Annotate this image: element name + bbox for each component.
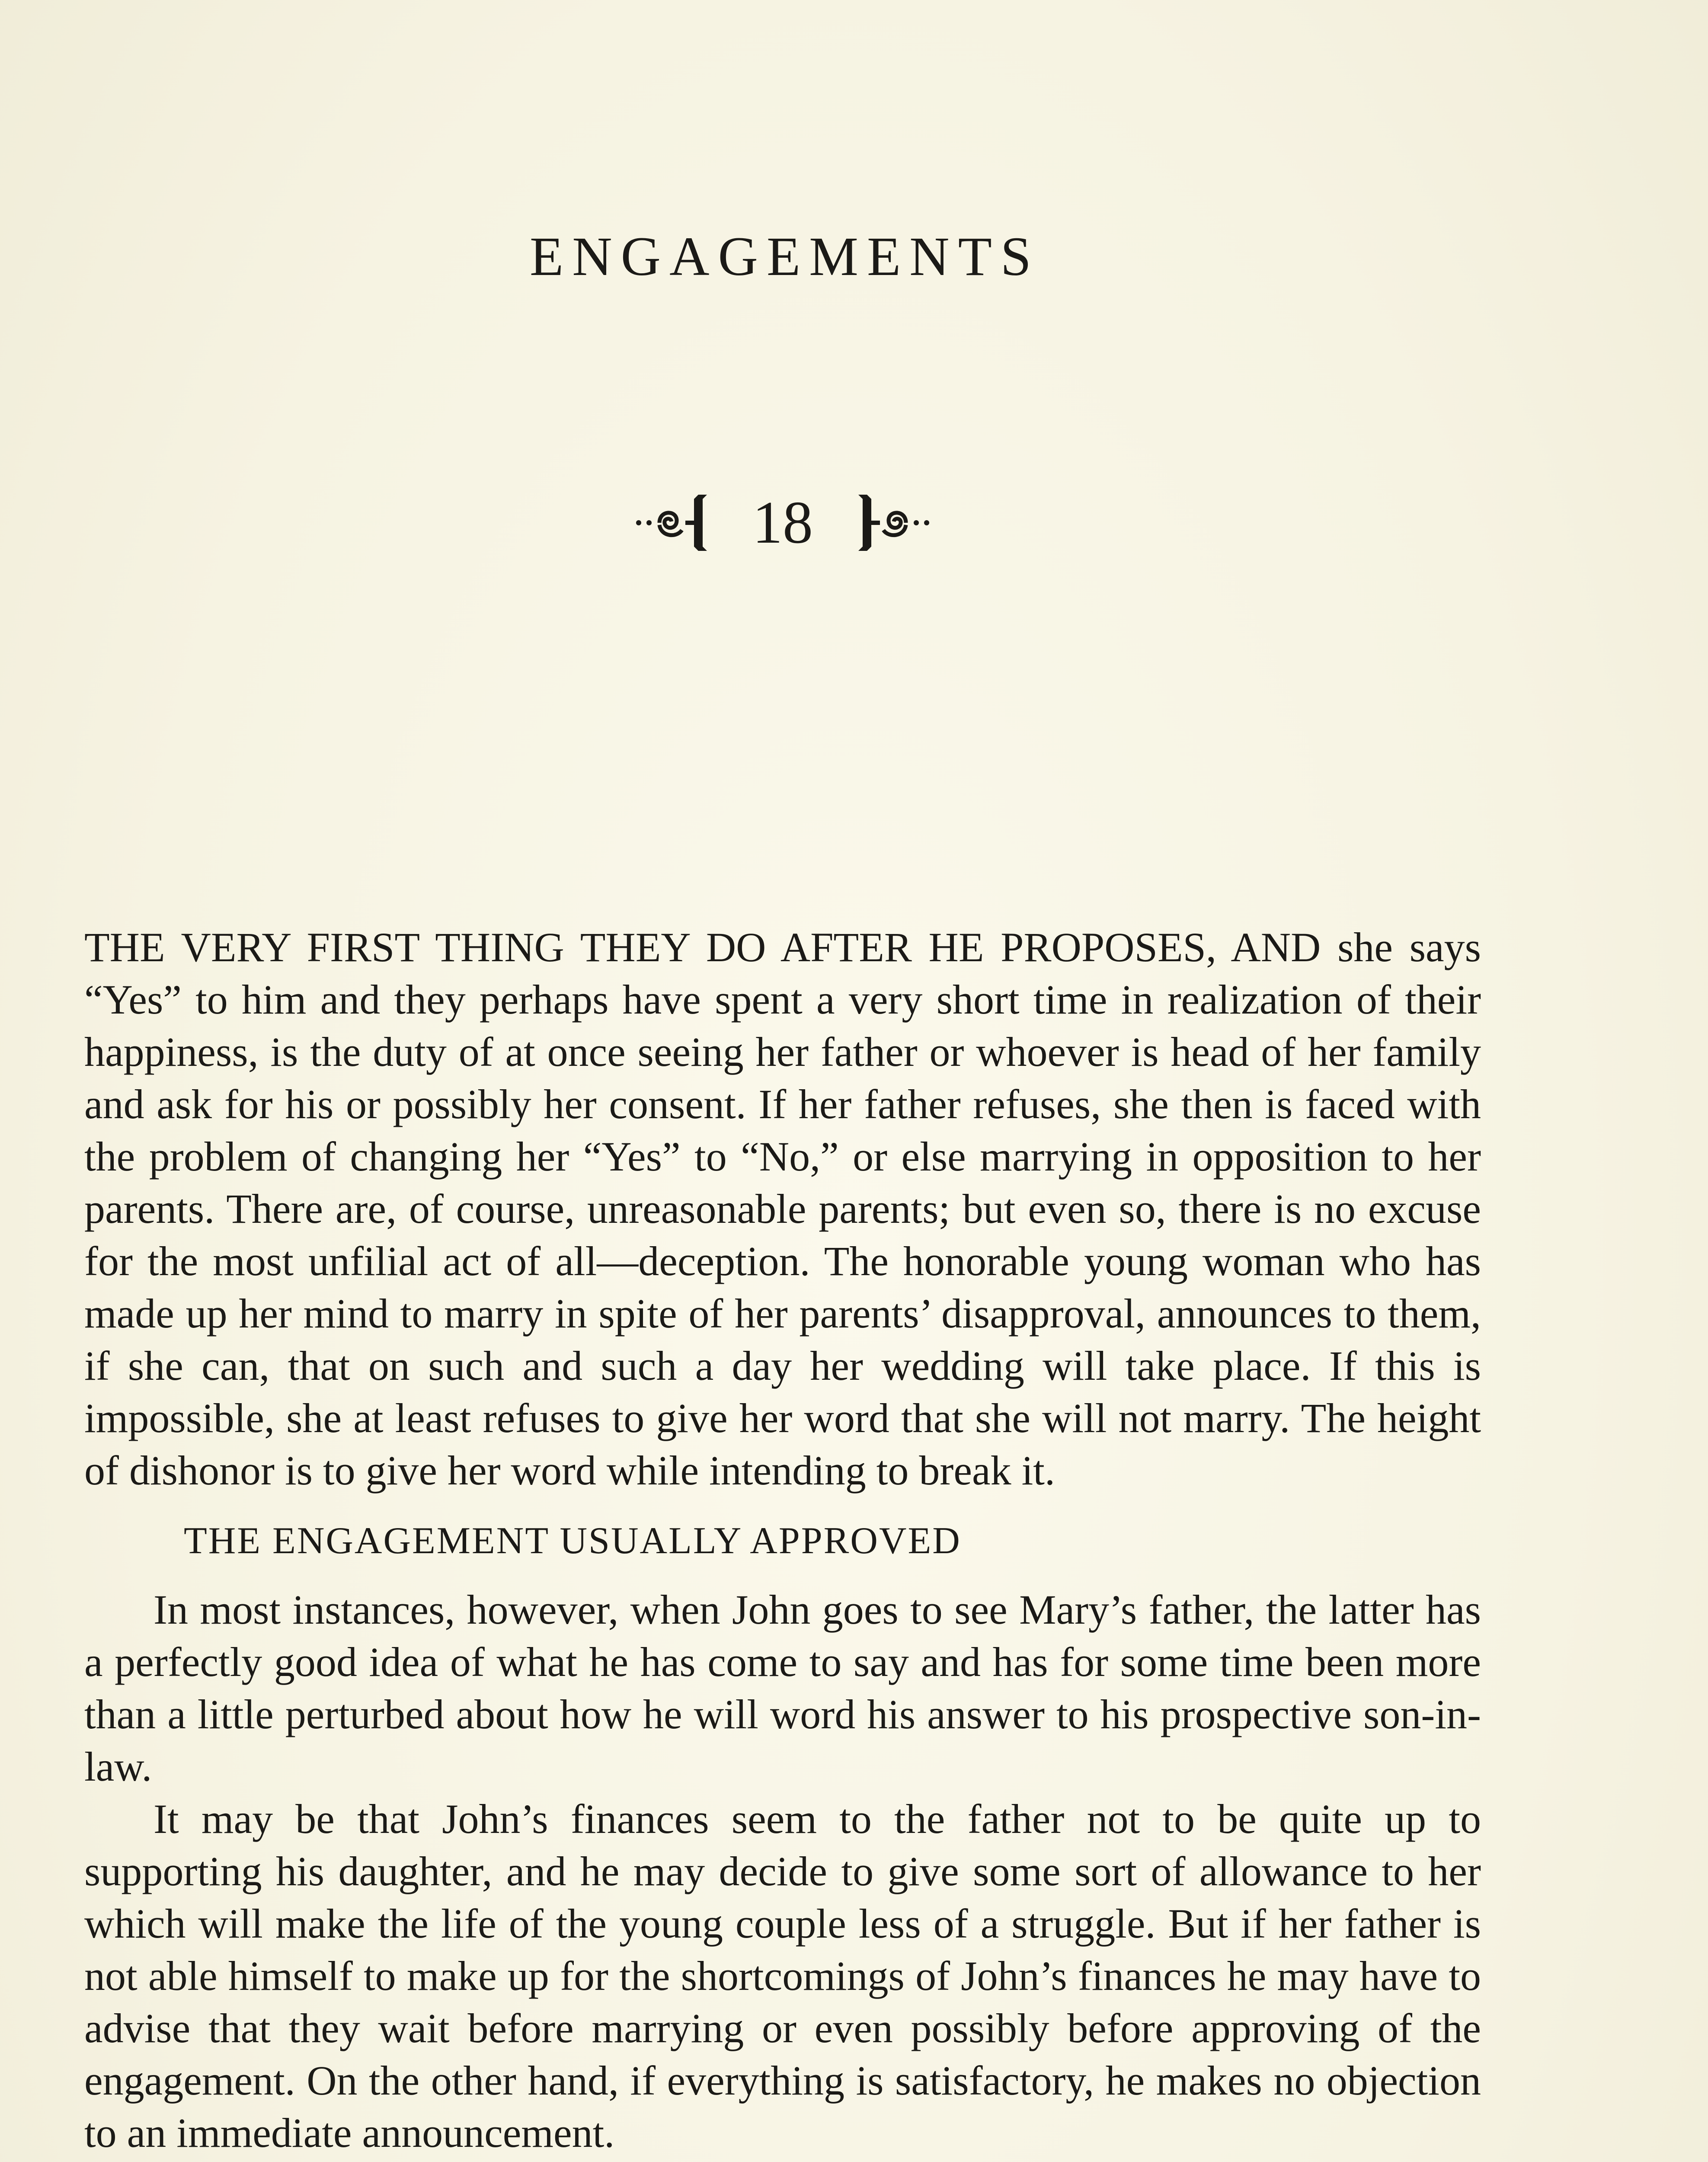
body-text [84,921,1481,2162]
paragraph: In most instances, however, when John goes to see Mary’s father, the latter has a perfectly good idea of what he has come to say and has for some time been more than a little perturbed about how he will word his answer to his prospective son-in-law. [84,1586,1481,1790]
opening-lead-caps: THE VERY FIRST THING THEY DO AFTER HE PROPOSES, AND [84,924,1321,970]
chapter-number: 18 [752,489,813,556]
opening-paragraph [84,921,1481,1497]
chapter-title: ENGAGEMENTS [530,226,1040,287]
chapter-number-block [0,473,1565,566]
left-ornament-icon [633,490,720,555]
right-ornament-icon [845,490,932,555]
paragraph: It may be that John’s finances seem to the father not to be quite up to supporting his daughter, and he may decide to give some sort of allowance to her which will make the life of the young couple less of a struggle. But if her father is not able himself to make up for the shortcomings of John’s finances he may have to advise that they wait before marrying or even possibly before approving of the engagement. On the other hand, if everything is satisfactory, he makes no objection to an immediate announcement. [84,1796,1481,2156]
opening-paragraph-text: she says “Yes” to him and they perhaps have spent a very short time in realization of their happiness, is the duty of at once seeing her father or whoever is head of her family and ask for his or possibly her consent. If her father refuses, she then is faced with the problem of changing her “Yes” to “No,” or else marrying in opposition to her parents. There are, of course, unreasonable parents; but even so, there is no excuse for the most unfilial act of all—deception. The honorable young woman who has made up her mind to marry in spite of her parents’ disapproval, announces to them, if she can, that on such and such a day her wedding will take place. If this is impossible, she at least refuses to give her word that she will not marry. The height of dishonor is to give her word while intending to break it. [84,924,1481,1494]
section-heading-engagement-approved: THE ENGAGEMENT USUALLY APPROVED [184,1520,961,1562]
